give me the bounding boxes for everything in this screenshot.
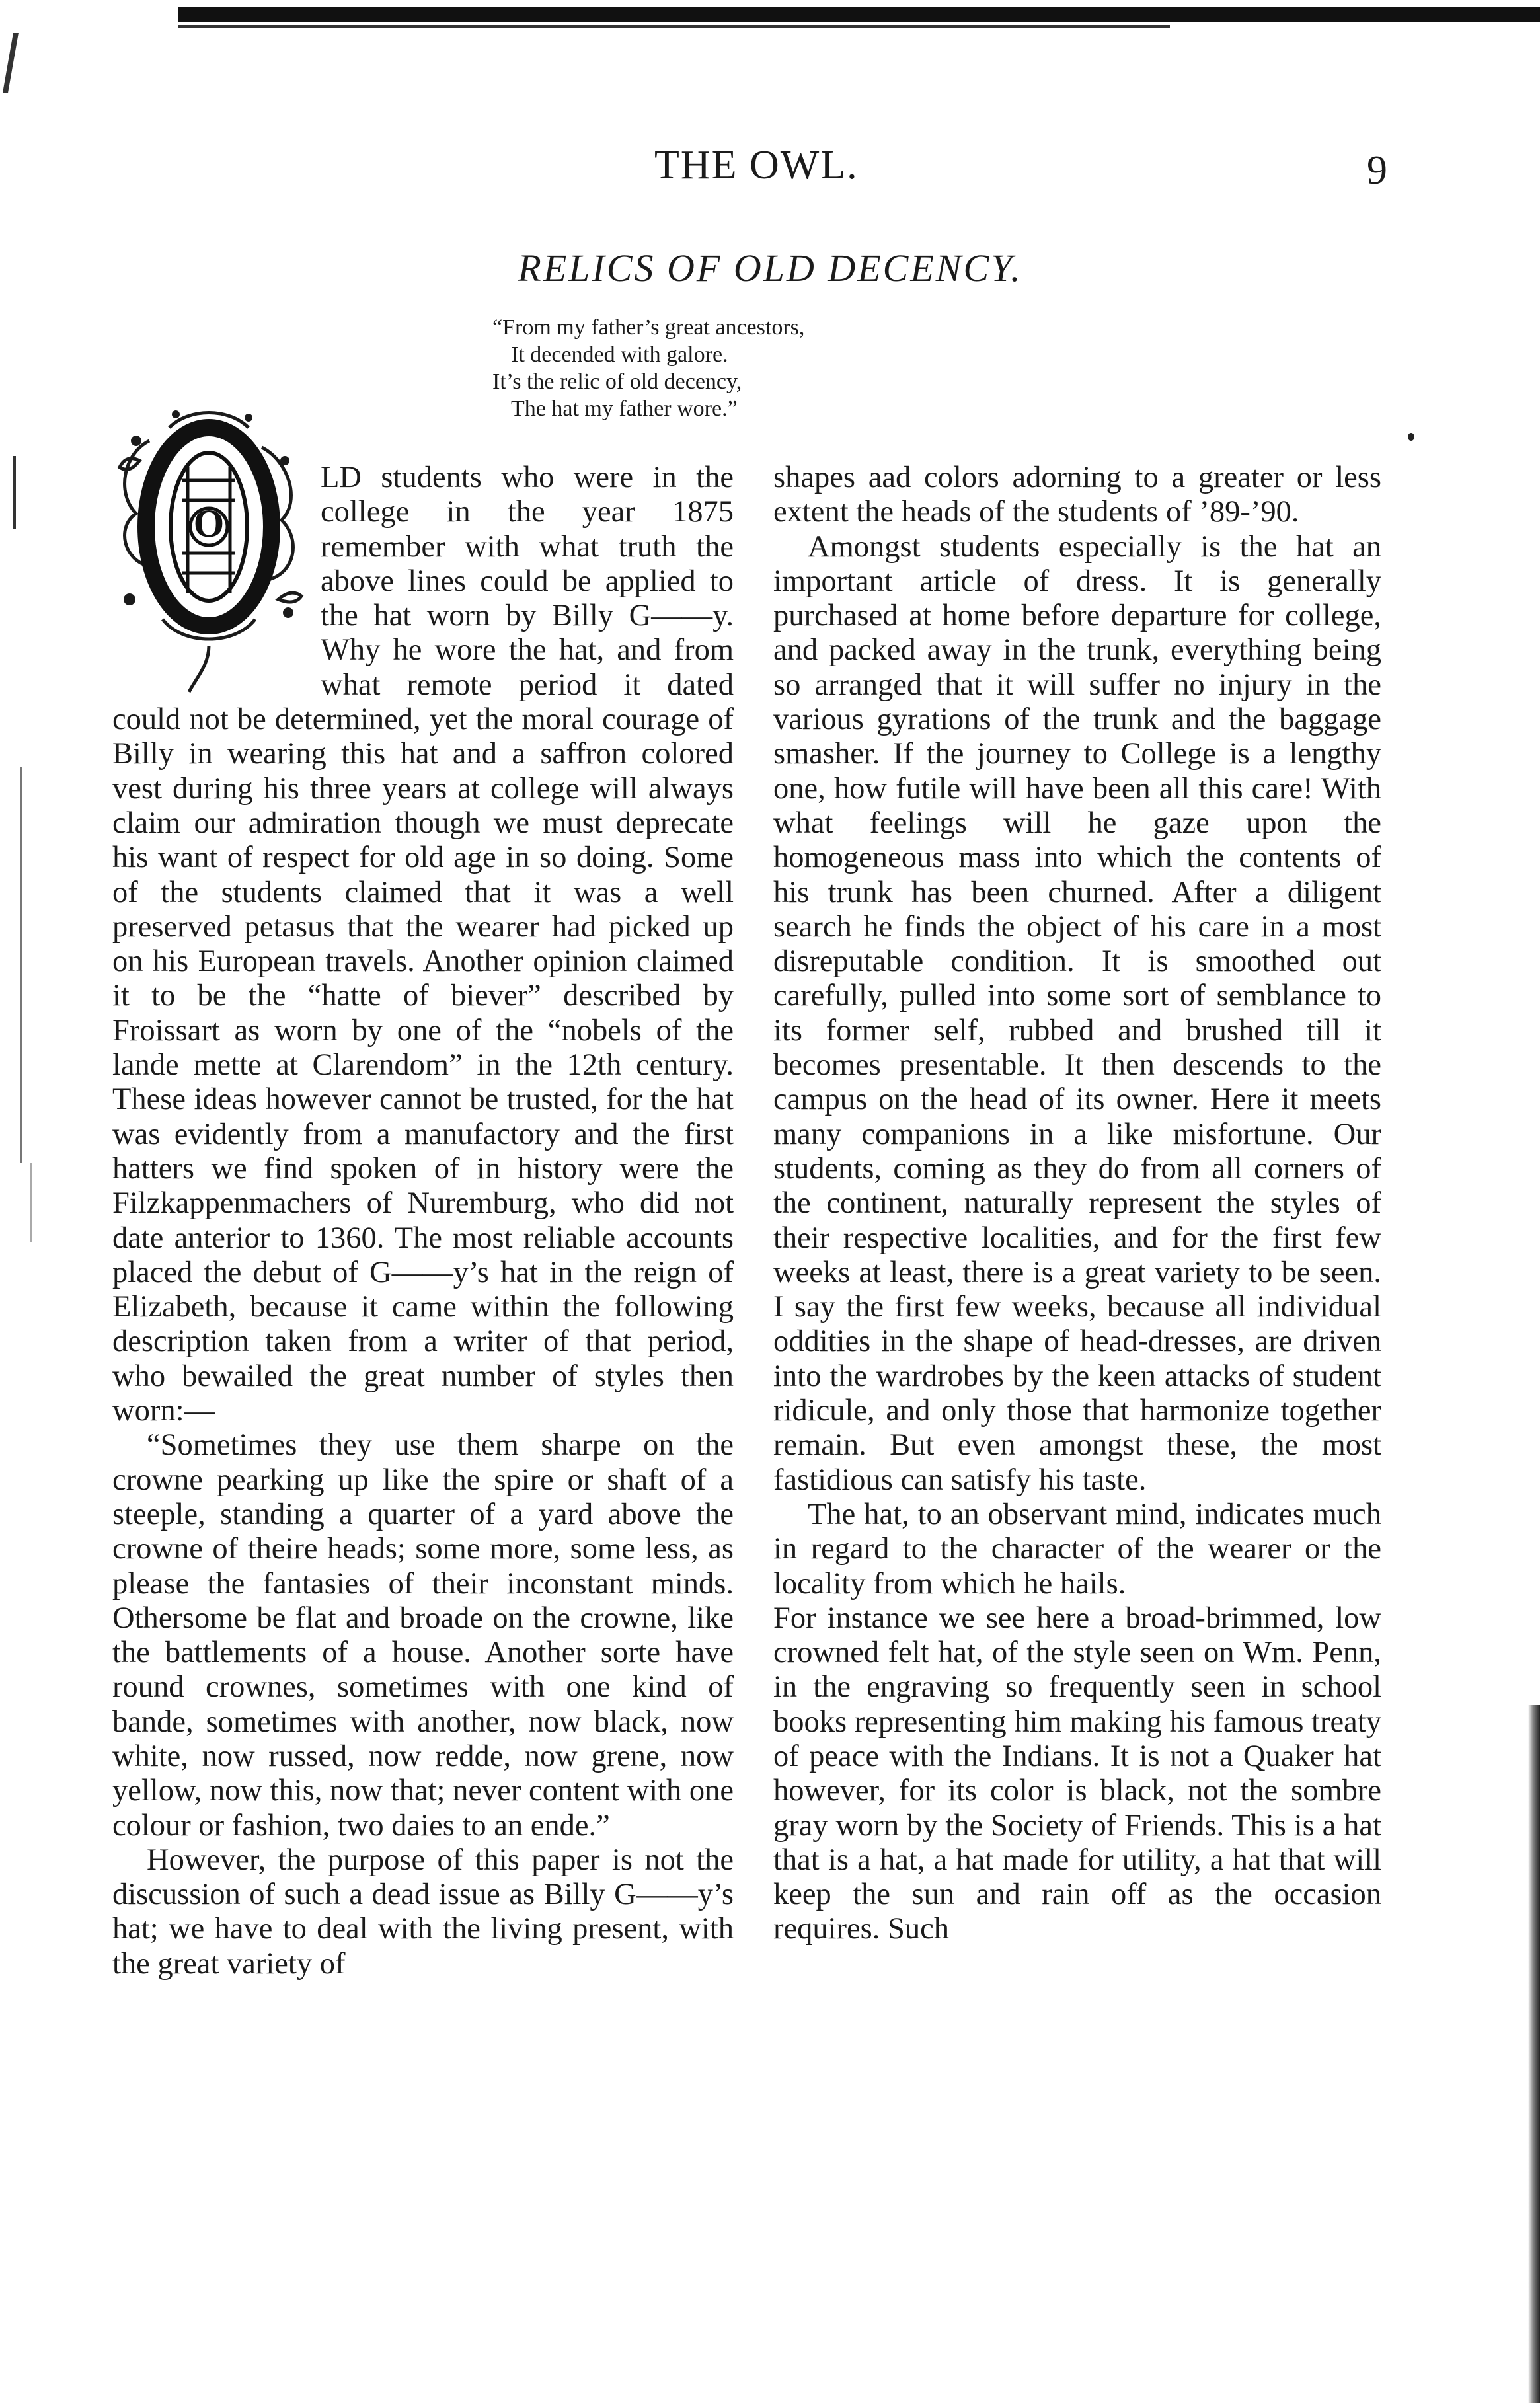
epigraph-line: It decended with galore.: [511, 342, 728, 367]
top-rule-thin: [178, 25, 1170, 28]
paragraph: However, the purpose of this paper is not the discussion of such a dead issue as Billy G——y’s hat; we have to deal with the living present, with the great variety of: [112, 1843, 734, 1981]
epigraph-line: The hat my father wore.”: [511, 397, 738, 421]
binding-edge-right: [1528, 1705, 1540, 2403]
top-rule: [178, 7, 1540, 22]
journal-title: THE OWL.: [654, 143, 859, 188]
epigraph: [492, 314, 804, 422]
running-head: [0, 142, 1540, 202]
article-title: RELICS OF OLD DECENCY.: [518, 247, 1022, 289]
binding-edge-left: [0, 0, 46, 2403]
epigraph-line: It’s the relic of old decency,: [492, 369, 742, 394]
paragraph: LD students who were in the college in the year 1875 remember with what truth the above lines could be applied to the hat worn by Billy G——y. Why he wore the hat, and from what remote period it dated could not be determined, yet the moral courage of Billy in wearing this hat and a saffron colored vest during his three years at college will always claim our admiration though we must deprecate his want of respect for old age in so doing. Some of the students claimed that it was a well preserved petasus that the wearer had picked up on his European travels. Another opinion claimed it to be the “hatte of biever” described by Froissart as worn by one of the “nobels of the lande mette at Clarendom” in the 12th century. These ideas however cannot be trusted, for the hat was evidently from a manufactory and the first hatters we find spoken of in history were the Filzkappenmachers of Nuremburg, who did not date anterior to 1360. The most reliable accounts placed the debut of G——y’s hat in the reign of Elizabeth, because it came within the following description taken from a writer of that period, who bewailed the great number of styles then worn:—: [112, 461, 734, 1428]
page-number: 9: [1367, 148, 1387, 193]
paragraph: shapes aad colors adorning to a greater or less extent the heads of the students of ’89-’90.: [773, 461, 1381, 529]
paragraph: For instance we see here a broad-brimmed, low crowned felt hat, of the style seen on Wm. Penn, in the engraving so frequently seen in school books representing him making his famous treaty of peace with the Indians. It is not a Quaker hat however, for its color is black, not the sombre gray worn by the Society of Friends. This is a hat that is a hat, a hat made for utility, a hat that will keep the sun and rain off as the occasion requires. Such: [773, 1601, 1381, 1946]
drop-cap-letter: O: [193, 502, 225, 545]
ornamental-drop-cap: [110, 401, 311, 702]
paragraph: Amongst students especially is the hat an important article of dress. It is generally purchased at home before departure for college, and packed away in the trunk, everything being so arranged that it will suffer no injury in the various gyrations of the trunk and the baggage smasher. If the journey to College is a lengthy one, how futile will have been all this care! With what feelings will he gaze upon the homogeneous mass into which the contents of his trunk has been churned. After a diligent search he finds the object of his care in a most disreputable condition. It is smoothed out carefully, pulled into some sort of semblance to its former self, rubbed and brushed till it becomes presentable. It then descends to the campus on the head of its owner. Here it meets many companions in a like misfortune. Our students, coming as they do from all corners of the continent, naturally represent the styles of their respective localities, and for the first few weeks at least, there is a great variety to be seen. I say the first few weeks, because all individual oddities in the shape of head-dresses, are driven into the wardrobes by the keen attacks of student ridicule, and only those that harmonize together remain. But even amongst these, the most fastidious can satisfy his taste.: [773, 529, 1381, 1497]
paragraph: “Sometimes they use them sharpe on the crowne pearking up like the spire or shaft of a steeple, standing a quarter of a yard above the crowne of theire heads; some more, some less, as please the fantasies of their inconstant minds. Othersome be flat and broade on the crowne, like the battlements of a house. Another sorte have round crownes, sometimes with one kind of bande, sometimes with another, now black, now white, now russed, now redde, now grene, now yellow, now this, now that; never content with one colour or fashion, two daies to an ende.”: [112, 1428, 734, 1843]
epigraph-line: “From my father’s great ancestors,: [492, 315, 805, 340]
right-column: [773, 461, 1381, 1947]
stray-mark: [1408, 433, 1414, 441]
paragraph: The hat, to an observant mind, indicates much in regard to the character of the wearer or the locality from which he hails.: [773, 1497, 1381, 1601]
left-column: [112, 461, 734, 1981]
